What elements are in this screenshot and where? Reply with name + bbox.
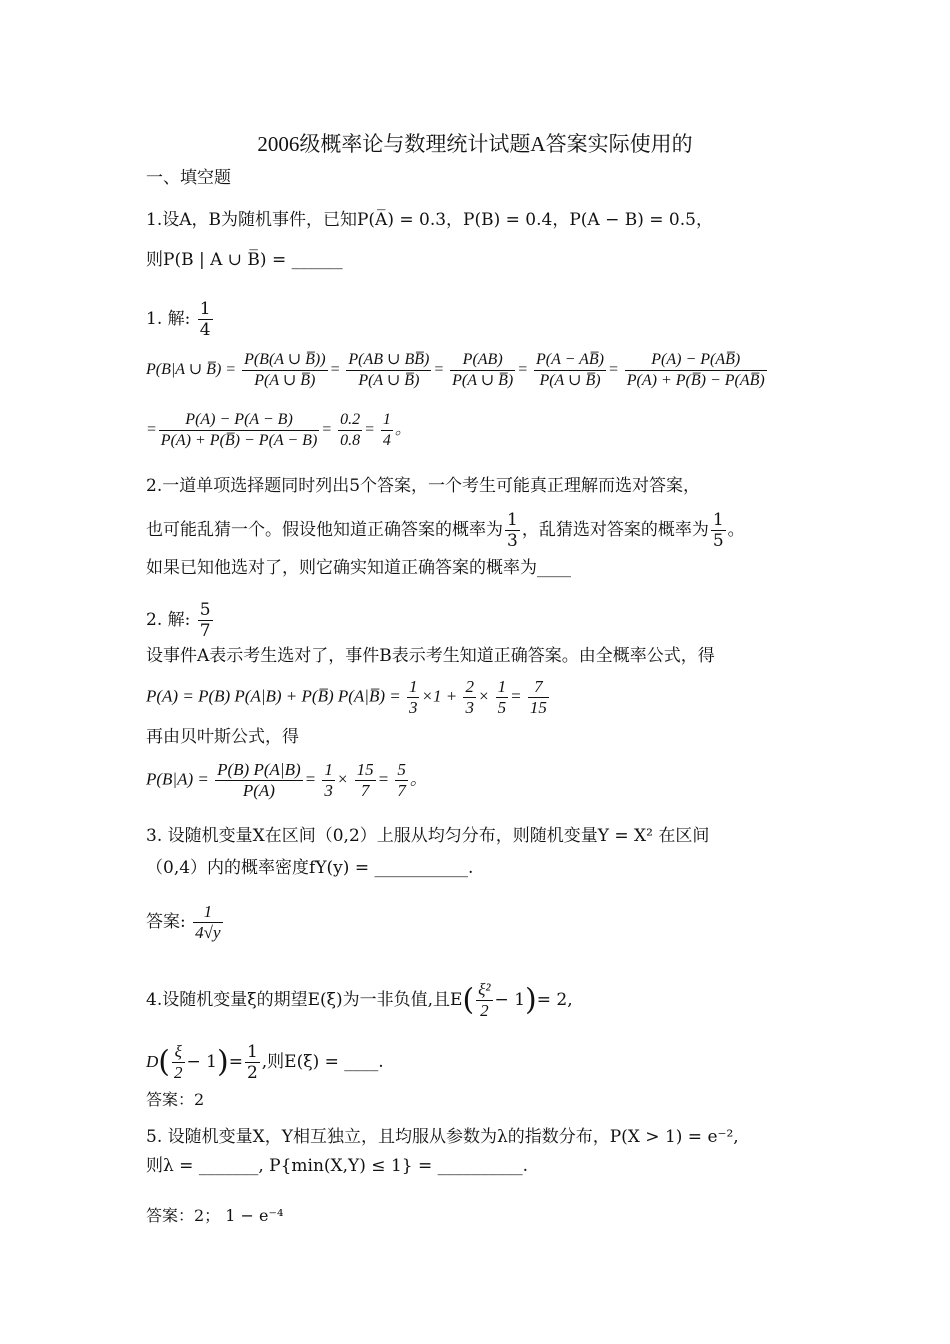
paren-right: ) bbox=[525, 982, 537, 1018]
q4-line1-part2: = 2, bbox=[536, 990, 573, 1010]
q2-line2 bbox=[146, 510, 745, 551]
q1-line2: 则P(B | A ∪ B̅) = ______ bbox=[146, 250, 343, 270]
frac-den: 7 bbox=[199, 621, 211, 641]
frac-num: P(B(A ∪ B̅)) bbox=[242, 350, 328, 371]
q1-d1-frac4 bbox=[534, 350, 606, 391]
q2-bay-eq: = bbox=[377, 769, 390, 789]
q1-answer bbox=[146, 299, 215, 340]
frac-num: 1 bbox=[497, 677, 507, 696]
frac-den: 3 bbox=[465, 698, 474, 717]
frac-den: P(A) bbox=[242, 781, 275, 800]
q2-line2-part2: ，乱猜选对答案的概率为 bbox=[521, 520, 709, 540]
q1-answer-fraction bbox=[198, 299, 213, 340]
q2-line2-part3: 。 bbox=[727, 520, 745, 540]
q1-d1-frac5 bbox=[625, 350, 767, 391]
q2-bay-op: × bbox=[336, 769, 349, 789]
q1-d2-frac3 bbox=[381, 410, 393, 451]
frac-den: 5 bbox=[497, 698, 507, 717]
q2-tp-lhs: P(A) = P(B) P(A|B) + P(B̅) P(A|B̅) = bbox=[146, 686, 401, 706]
q1-answer-label: 1. 解: bbox=[146, 309, 191, 329]
q2-line1: 2.一道单项选择题同时列出5个答案，一个考生可能真正理解而选对答案， bbox=[146, 476, 701, 496]
q1-line1: 1.设A，B为随机事件，已知P(A̅) = 0.3，P(B) = 0.4，P(A − B) = 0.5， bbox=[146, 210, 713, 230]
frac-den: P(A ∪ B̅) bbox=[452, 372, 514, 389]
frac-num: 1 bbox=[193, 902, 222, 923]
q2-prob-know bbox=[505, 510, 520, 551]
q1-derivation-line2: = $\frac{P(A) - P(A - B)}{P(A) + P(B̅) - P(A - B)}$ = $\frac{0.2}{0.8}$ = $\frac{1}{4}$ 。 bbox=[146, 411, 411, 449]
q4-half-frac bbox=[245, 1042, 260, 1083]
q3-line2: （0,4）内的概率密度fY(y) = ___________. bbox=[146, 858, 474, 878]
q3-answer-fraction bbox=[193, 902, 222, 943]
q1-d1-frac2 bbox=[346, 350, 431, 391]
q1-d1-lhs: P(B|A ∪ B̅) = bbox=[146, 361, 237, 379]
frac-num: P(A) − P(A − B) bbox=[159, 410, 319, 431]
frac-den: 4√y bbox=[195, 923, 221, 942]
q2-tp-frac-b bbox=[463, 677, 476, 718]
frac-num: P(B) P(A|B) bbox=[217, 760, 301, 779]
q4-e-frac bbox=[476, 980, 492, 1021]
q2-answer-label: 2. 解: bbox=[146, 610, 191, 630]
q2-bay-frac-a bbox=[322, 760, 335, 801]
q2-line3: 如果已知他选对了，则它确实知道正确答案的概率为____ bbox=[146, 558, 571, 578]
q2-bay-frac-b bbox=[355, 760, 376, 801]
q2-answer bbox=[146, 600, 215, 641]
frac-den: P(A ∪ B̅) bbox=[358, 372, 420, 389]
q2-answer-fraction bbox=[198, 600, 213, 641]
paren-right: ) bbox=[216, 1044, 229, 1080]
q1-answer-num: 1 bbox=[199, 299, 211, 319]
frac-den: 2 bbox=[246, 1063, 258, 1083]
q1-d1-frac3 bbox=[450, 350, 515, 391]
frac-num: P(AB ∪ BB̅) bbox=[346, 350, 431, 371]
frac-den: 7 bbox=[397, 781, 406, 800]
frac-den: 0.8 bbox=[340, 432, 361, 449]
q4-line2 bbox=[146, 1042, 384, 1083]
q1-derivation-line1: P(B|A ∪ B̅) = $\frac{P(B(A \cup B̅))}{P(A \cup B̅)}$ = $\frac{P(AB \cup BB̅)}{P(A \cup B̅)}$ = $\frac{P(AB)}{P(A \cup B̅)}$ = $\frac{P(A - AB̅)}{P(A \cup B̅)}$ = $\frac{P(A) - P(AB̅)}{P(A) + P(B̅) - P(AB̅)}$ bbox=[146, 351, 765, 389]
frac-den: 7 bbox=[360, 781, 370, 800]
frac-num: ξ bbox=[172, 1042, 185, 1063]
frac-num: 1 bbox=[324, 760, 333, 779]
frac-num: 15 bbox=[356, 760, 374, 779]
frac-den: P(A) + P(B̅) − P(AB̅) bbox=[626, 372, 765, 389]
frac-num: 2 bbox=[465, 677, 474, 696]
frac-den: 3 bbox=[324, 781, 333, 800]
q2-tp-frac-c bbox=[496, 677, 509, 718]
q2-text2: 再由贝叶斯公式，得 bbox=[146, 727, 299, 747]
paren-left: ( bbox=[158, 1044, 170, 1080]
frac-num: P(A) − P(AB̅) bbox=[625, 350, 767, 371]
frac-num: ξ² bbox=[478, 980, 491, 999]
q4-line1-part1: 4.设随机变量ξ的期望E(ξ)为一非负值,且E bbox=[146, 990, 463, 1010]
q2-tp-op2: × bbox=[477, 686, 490, 706]
q2-bay-lhs: P(B|A) = bbox=[146, 769, 209, 789]
q1-d2-end: 。 bbox=[394, 421, 411, 439]
q2-bay-frac bbox=[215, 760, 303, 801]
frac-den: 3 bbox=[408, 698, 418, 717]
frac-num: 1 bbox=[246, 1042, 258, 1062]
q1-d2-frac1 bbox=[159, 410, 319, 451]
q4-line2-eq: = bbox=[228, 1052, 243, 1072]
q4-e-rest: − 1 bbox=[494, 990, 526, 1010]
frac-num: 1 bbox=[408, 677, 418, 696]
frac-den: P(A ∪ B̅) bbox=[254, 372, 316, 389]
q2-text1: 设事件A表示考生选对了，事件B表示考生知道正确答案。由全概率公式，得 bbox=[146, 646, 715, 666]
q4-line1 bbox=[146, 980, 573, 1021]
frac-den: 15 bbox=[529, 698, 547, 717]
frac-den: 5 bbox=[712, 531, 724, 551]
document-title: 2006级概率论与数理统计试题A答案实际使用的 bbox=[257, 132, 693, 156]
frac-num: 7 bbox=[528, 677, 549, 698]
q2-prob-guess bbox=[711, 510, 726, 551]
frac-num: 1 bbox=[381, 410, 393, 431]
frac-num: 5 bbox=[199, 600, 211, 620]
q2-tp-frac-a bbox=[407, 677, 420, 718]
q2-bay-end: 。 bbox=[409, 769, 427, 789]
q2-bay-result bbox=[395, 760, 408, 801]
q1-answer-den: 4 bbox=[199, 320, 211, 340]
paren-left: ( bbox=[462, 982, 475, 1018]
q4-answer: 答案：2 bbox=[146, 1090, 205, 1109]
q3-line1: 3. 设随机变量X在区间（0,2）上服从均匀分布，则随机变量Y = X² 在区间 bbox=[146, 826, 710, 846]
q2-line2-part1: 也可能乱猜一个。假设他知道正确答案的概率为 bbox=[146, 520, 503, 540]
section-heading: 一、填空题 bbox=[146, 168, 231, 188]
q4-d-symbol: D bbox=[146, 1052, 159, 1071]
q5-answer: 答案：2； 1 − e⁻⁴ bbox=[146, 1206, 284, 1225]
frac-den: P(A) + P(B̅) − P(A − B) bbox=[160, 432, 318, 449]
frac-num: P(AB) bbox=[450, 350, 515, 371]
frac-num: P(A − AB̅) bbox=[534, 350, 606, 371]
frac-den: 3 bbox=[507, 531, 518, 551]
q2-total-prob bbox=[146, 677, 551, 718]
q5-line1: 5. 设随机变量X，Y相互独立，且均服从参数为λ的指数分布，P(X > 1) = e⁻², bbox=[146, 1127, 739, 1147]
q4-d-frac bbox=[172, 1042, 185, 1083]
frac-num: 0.2 bbox=[338, 410, 362, 431]
frac-num: 1 bbox=[712, 510, 724, 530]
q4-d-rest: − 1 bbox=[186, 1052, 217, 1072]
q4-line2-part3: ,则E(ξ) = ____. bbox=[261, 1052, 384, 1072]
frac-den: 2 bbox=[174, 1063, 183, 1082]
q1-d1-frac1 bbox=[242, 350, 328, 391]
q5-line2: 则λ = _______, P{min(X,Y) ≤ 1} = __________. bbox=[146, 1156, 529, 1176]
q1-d2-frac2 bbox=[338, 410, 362, 451]
q2-tp-result bbox=[528, 677, 549, 718]
frac-den: P(A ∪ B̅) bbox=[539, 372, 601, 389]
frac-den: 2 bbox=[480, 1001, 489, 1020]
frac-num: 1 bbox=[507, 510, 518, 530]
q3-answer bbox=[146, 902, 225, 943]
q2-bayes: P(B|A) = $\frac{P(B) P(A|B)}{P(A)}$ = $\frac{1}{3}$ × $\frac{15}{7}$ = $\frac{5}{7}$ 。 bbox=[146, 760, 427, 800]
frac-num: 5 bbox=[397, 760, 406, 779]
q3-answer-label: 答案: bbox=[146, 912, 186, 932]
frac-den: 4 bbox=[382, 432, 391, 449]
q2-tp-op1: ×1 + bbox=[421, 686, 458, 706]
q2-tp-eq: = bbox=[510, 686, 522, 706]
